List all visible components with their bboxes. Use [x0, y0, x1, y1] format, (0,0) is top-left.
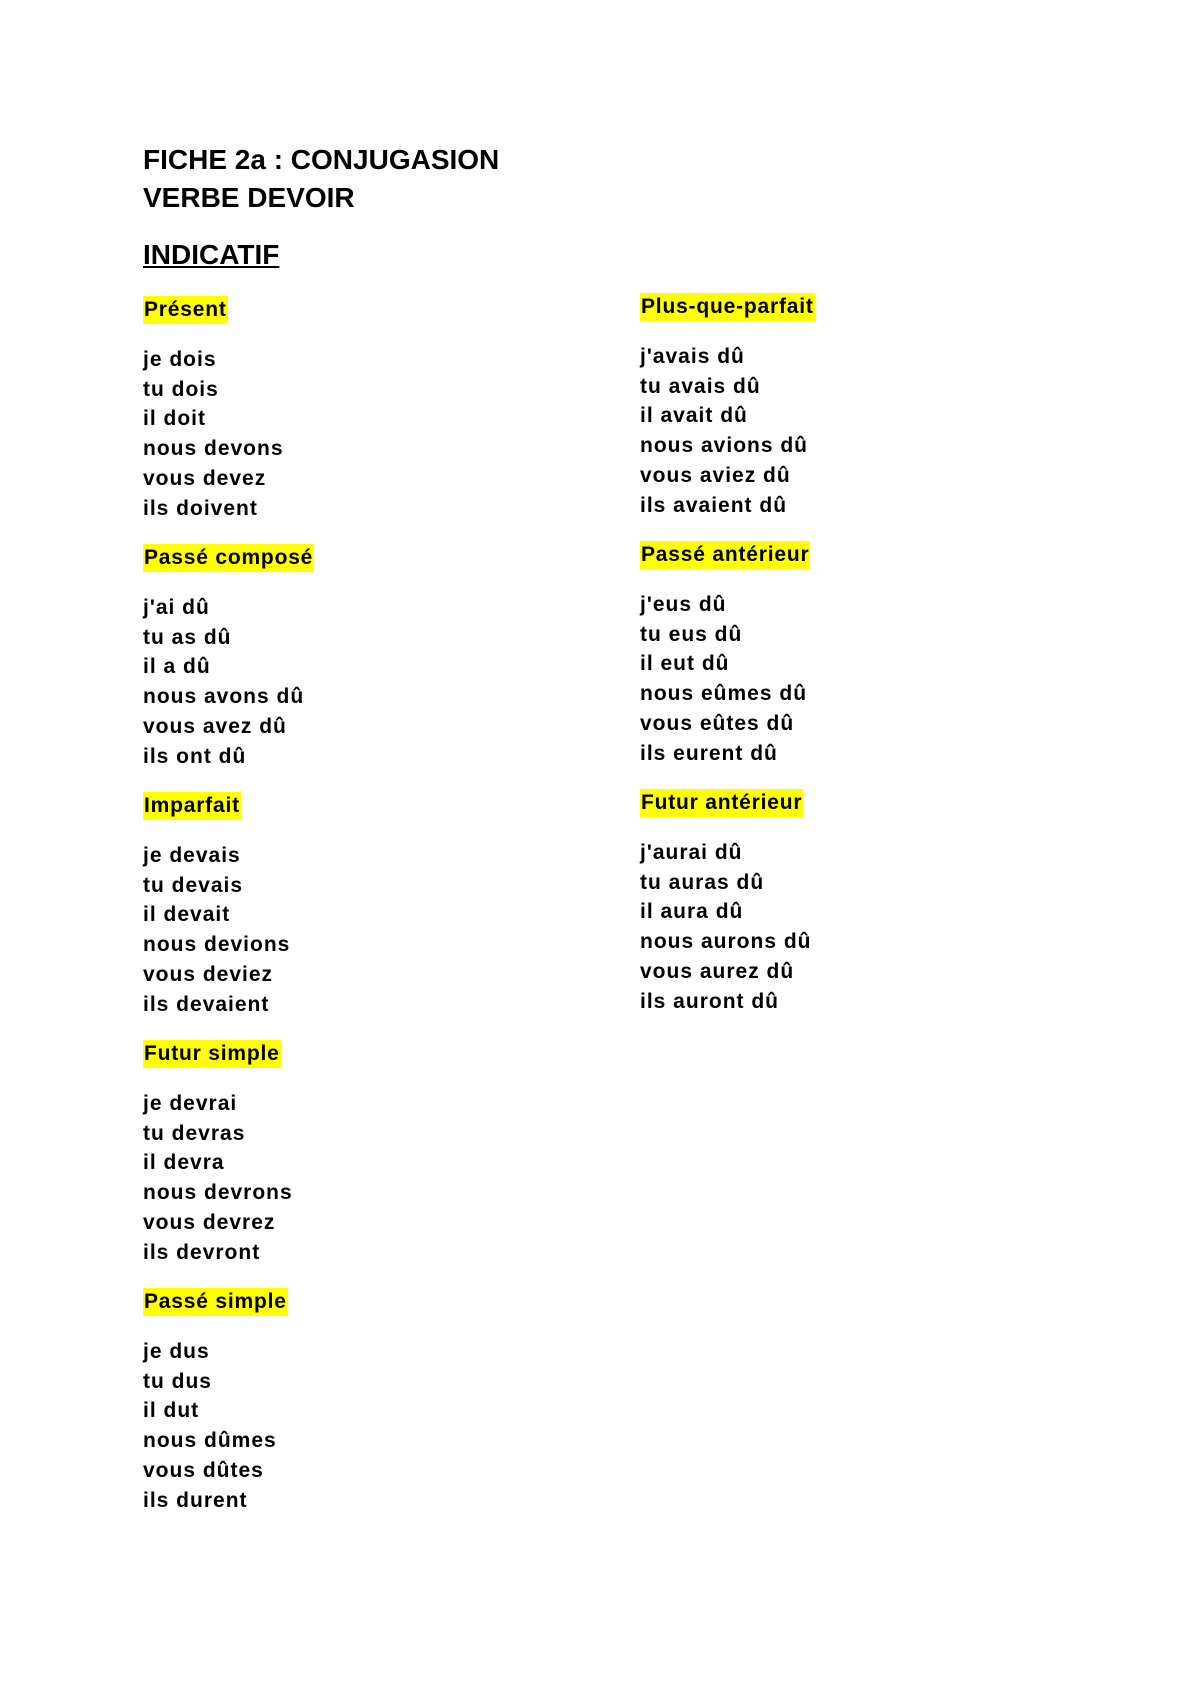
conjugation-form: tu devras — [143, 1121, 246, 1145]
tense-section — [640, 789, 1060, 1037]
conjugation-form: nous devrons — [143, 1181, 293, 1205]
conjugation-list — [640, 342, 808, 520]
conjugation-form: il dut — [143, 1399, 200, 1423]
conjugation-form: vous devez — [143, 466, 267, 490]
conjugation-form: tu as dû — [143, 625, 232, 649]
conjugation-form: j'aurai dû — [640, 841, 743, 864]
tense-label: Plus-que-parfait — [640, 293, 815, 321]
conjugation-form: nous devions — [143, 933, 291, 957]
conjugation-form: je dus — [143, 1340, 210, 1363]
right-column — [640, 293, 1060, 1037]
tense-label: Passé simple — [143, 1288, 288, 1316]
tense-section — [143, 792, 563, 1040]
conjugation-form: ils auront dû — [640, 989, 779, 1013]
page-title: FICHE 2a : CONJUGASION — [143, 144, 500, 175]
conjugation-list — [143, 1089, 293, 1267]
conjugation-form: ils durent — [143, 1488, 248, 1512]
conjugation-form: il doit — [143, 407, 206, 431]
conjugation-form: il avait dû — [640, 404, 748, 428]
left-column — [143, 296, 563, 1536]
tense-label: Passé composé — [143, 544, 314, 572]
conjugation-form: il a dû — [143, 655, 211, 679]
conjugation-form: nous avons dû — [143, 685, 305, 709]
tense-label: Futur simple — [143, 1040, 281, 1068]
conjugation-form: ils avaient dû — [640, 493, 788, 517]
tense-section — [143, 544, 563, 792]
page-subtitle: VERBE DEVOIR — [143, 182, 355, 213]
tense-section — [143, 1040, 563, 1288]
conjugation-form: vous deviez — [143, 962, 274, 986]
tense-section — [143, 1288, 563, 1536]
conjugation-form: nous dûmes — [143, 1429, 277, 1453]
conjugation-form: vous dûtes — [143, 1458, 264, 1482]
conjugation-form: nous aurons dû — [640, 930, 812, 954]
conjugation-list — [143, 1337, 277, 1515]
conjugation-form: tu auras dû — [640, 870, 765, 894]
conjugation-form: ils eurent dû — [640, 741, 778, 765]
conjugation-form: ils ont dû — [143, 744, 247, 768]
conjugation-form: vous eûtes dû — [640, 711, 795, 735]
tense-label: Futur antérieur — [640, 789, 803, 817]
conjugation-form: tu dois — [143, 377, 219, 401]
conjugation-form: ils doivent — [143, 496, 258, 520]
tense-section — [143, 296, 563, 544]
conjugation-form: je dois — [143, 348, 217, 371]
conjugation-form: il eut dû — [640, 652, 730, 676]
conjugation-form: nous devons — [143, 437, 284, 461]
conjugation-form: il aura dû — [640, 900, 744, 924]
tense-label: Passé antérieur — [640, 541, 810, 569]
conjugation-form: je devais — [143, 844, 241, 867]
conjugation-form: vous avez dû — [143, 714, 287, 738]
conjugation-list — [640, 590, 807, 768]
conjugation-list — [143, 345, 284, 523]
conjugation-form: ils devront — [143, 1240, 261, 1264]
conjugation-form: tu dus — [143, 1369, 212, 1393]
conjugation-form: j'avais dû — [640, 345, 745, 368]
tense-label: Présent — [143, 296, 228, 324]
conjugation-form: ils devaient — [143, 992, 270, 1016]
conjugation-form: il devait — [143, 903, 231, 927]
conjugation-list — [640, 838, 812, 1016]
conjugation-form: vous aviez dû — [640, 463, 791, 487]
conjugation-form: j'ai dû — [143, 596, 210, 619]
conjugation-form: tu devais — [143, 873, 244, 897]
tense-section — [640, 541, 1060, 789]
mode-heading: INDICATIF — [143, 239, 280, 270]
conjugation-form: tu eus dû — [640, 622, 743, 646]
conjugation-form: je devrai — [143, 1092, 238, 1115]
conjugation-form: vous devrez — [143, 1210, 276, 1234]
conjugation-form: nous eûmes dû — [640, 682, 808, 706]
conjugation-list — [143, 593, 304, 771]
conjugation-form: il devra — [143, 1151, 225, 1175]
conjugation-form: vous aurez dû — [640, 959, 795, 983]
conjugation-form: j'eus dû — [640, 593, 727, 616]
conjugation-form: tu avais dû — [640, 374, 761, 398]
tense-label: Imparfait — [143, 792, 241, 820]
conjugation-form: nous avions dû — [640, 434, 809, 458]
tense-section — [640, 293, 1060, 541]
conjugation-list — [143, 841, 290, 1019]
